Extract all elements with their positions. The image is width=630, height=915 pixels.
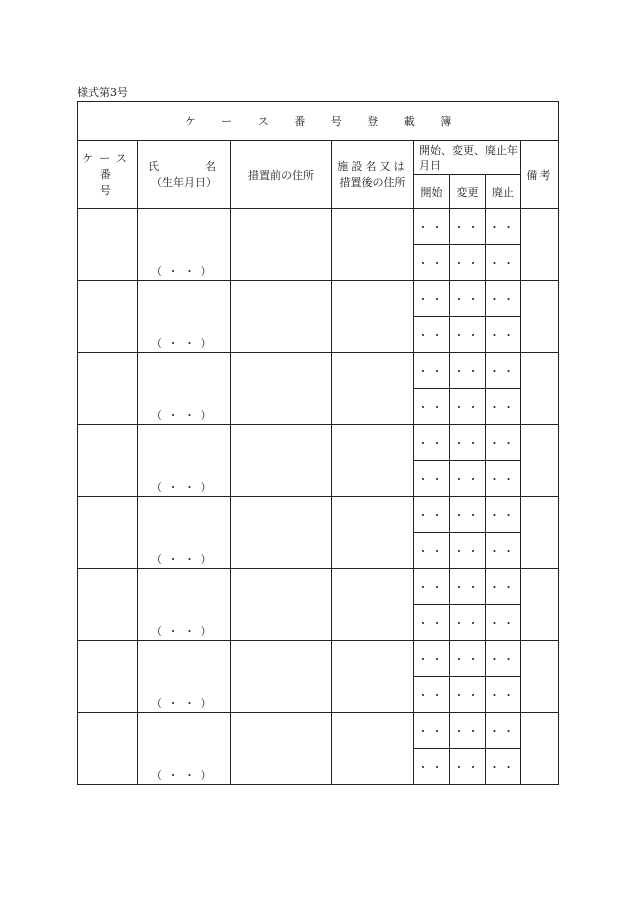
- start-date-cell[interactable]: ・・: [414, 569, 450, 605]
- end-date-cell[interactable]: ・・: [486, 713, 521, 749]
- facility-address-cell[interactable]: [332, 641, 414, 713]
- start-date-cell[interactable]: ・・: [414, 389, 450, 425]
- table-row: [78, 281, 559, 317]
- birthdate-placeholder: （・・）: [151, 769, 217, 782]
- start-date-cell[interactable]: ・・: [414, 497, 450, 533]
- end-date-cell[interactable]: ・・: [486, 605, 521, 641]
- header-case-number: ケース 番号: [78, 141, 138, 209]
- case-number-cell[interactable]: [78, 425, 138, 497]
- name-birthdate-cell[interactable]: [138, 425, 231, 497]
- change-date-cell[interactable]: ・・: [450, 713, 486, 749]
- end-date-cell[interactable]: ・・: [486, 533, 521, 569]
- case-number-cell[interactable]: [78, 569, 138, 641]
- change-date-cell[interactable]: ・・: [450, 353, 486, 389]
- start-date-cell[interactable]: ・・: [414, 281, 450, 317]
- change-date-cell[interactable]: ・・: [450, 641, 486, 677]
- start-date-cell[interactable]: ・・: [414, 533, 450, 569]
- header-end: 廃止: [486, 175, 521, 209]
- header-name-birthdate: 氏 名 （生年月日）: [138, 141, 231, 209]
- start-date-cell[interactable]: ・・: [414, 353, 450, 389]
- change-date-cell[interactable]: ・・: [450, 677, 486, 713]
- facility-address-cell[interactable]: [332, 281, 414, 353]
- facility-address-cell[interactable]: [332, 425, 414, 497]
- end-date-cell[interactable]: ・・: [486, 245, 521, 281]
- end-date-cell[interactable]: ・・: [486, 317, 521, 353]
- header-start: 開始: [414, 175, 450, 209]
- previous-address-cell[interactable]: [231, 569, 332, 641]
- facility-address-cell[interactable]: [332, 353, 414, 425]
- notes-cell[interactable]: [521, 209, 559, 281]
- change-date-cell[interactable]: ・・: [450, 317, 486, 353]
- start-date-cell[interactable]: ・・: [414, 317, 450, 353]
- start-date-cell[interactable]: ・・: [414, 713, 450, 749]
- start-date-cell[interactable]: ・・: [414, 641, 450, 677]
- start-date-cell[interactable]: ・・: [414, 605, 450, 641]
- change-date-cell[interactable]: ・・: [450, 749, 486, 785]
- name-birthdate-cell[interactable]: [138, 209, 231, 281]
- case-number-cell[interactable]: [78, 641, 138, 713]
- change-date-cell[interactable]: ・・: [450, 389, 486, 425]
- previous-address-cell[interactable]: [231, 425, 332, 497]
- previous-address-cell[interactable]: [231, 281, 332, 353]
- table-row: [78, 569, 559, 605]
- notes-cell[interactable]: [521, 569, 559, 641]
- facility-address-cell[interactable]: [332, 569, 414, 641]
- previous-address-cell[interactable]: [231, 497, 332, 569]
- table-row: [78, 713, 559, 749]
- previous-address-cell[interactable]: [231, 713, 332, 785]
- birthdate-placeholder: （・・）: [151, 265, 217, 278]
- header-facility-name: 施設名又は 措置後の住所: [332, 141, 414, 209]
- birthdate-placeholder: （・・）: [151, 625, 217, 638]
- change-date-cell[interactable]: ・・: [450, 461, 486, 497]
- end-date-cell[interactable]: ・・: [486, 641, 521, 677]
- end-date-cell[interactable]: ・・: [486, 677, 521, 713]
- header-period-dates: 開始、変更、廃止年月日: [414, 141, 521, 175]
- end-date-cell[interactable]: ・・: [486, 749, 521, 785]
- change-date-cell[interactable]: ・・: [450, 497, 486, 533]
- change-date-cell[interactable]: ・・: [450, 209, 486, 245]
- start-date-cell[interactable]: ・・: [414, 209, 450, 245]
- name-birthdate-cell[interactable]: [138, 713, 231, 785]
- end-date-cell[interactable]: ・・: [486, 497, 521, 533]
- notes-cell[interactable]: [521, 425, 559, 497]
- table-row: [78, 209, 559, 245]
- form-number-label: 様式第3号: [77, 86, 128, 99]
- change-date-cell[interactable]: ・・: [450, 245, 486, 281]
- case-number-cell[interactable]: [78, 209, 138, 281]
- header-notes: 備考: [521, 141, 559, 209]
- name-birthdate-cell[interactable]: [138, 497, 231, 569]
- facility-address-cell[interactable]: [332, 497, 414, 569]
- case-number-cell[interactable]: [78, 281, 138, 353]
- case-number-cell[interactable]: [78, 353, 138, 425]
- start-date-cell[interactable]: ・・: [414, 245, 450, 281]
- name-birthdate-cell[interactable]: [138, 281, 231, 353]
- end-date-cell[interactable]: ・・: [486, 209, 521, 245]
- header-change: 変更: [450, 175, 486, 209]
- end-date-cell[interactable]: ・・: [486, 389, 521, 425]
- table-row: [78, 353, 559, 389]
- facility-address-cell[interactable]: [332, 713, 414, 785]
- name-birthdate-cell[interactable]: [138, 353, 231, 425]
- notes-cell[interactable]: [521, 281, 559, 353]
- change-date-cell[interactable]: ・・: [450, 281, 486, 317]
- table-row: [78, 641, 559, 677]
- register-title: ケ ー ス 番 号 登 載 簿: [78, 102, 559, 141]
- end-date-cell[interactable]: ・・: [486, 353, 521, 389]
- case-number-cell[interactable]: [78, 713, 138, 785]
- notes-cell[interactable]: [521, 497, 559, 569]
- change-date-cell[interactable]: ・・: [450, 425, 486, 461]
- birthdate-placeholder: （・・）: [151, 553, 217, 566]
- start-date-cell[interactable]: ・・: [414, 425, 450, 461]
- change-date-cell[interactable]: ・・: [450, 569, 486, 605]
- header-previous-address: 措置前の住所: [231, 141, 332, 209]
- table-row: [78, 425, 559, 461]
- previous-address-cell[interactable]: [231, 641, 332, 713]
- start-date-cell[interactable]: ・・: [414, 677, 450, 713]
- birthdate-placeholder: （・・）: [151, 697, 217, 710]
- end-date-cell[interactable]: ・・: [486, 425, 521, 461]
- case-number-cell[interactable]: [78, 497, 138, 569]
- case-number-register-table: [77, 101, 559, 785]
- previous-address-cell[interactable]: [231, 353, 332, 425]
- birthdate-placeholder: （・・）: [151, 409, 217, 422]
- end-date-cell[interactable]: ・・: [486, 281, 521, 317]
- start-date-cell[interactable]: ・・: [414, 461, 450, 497]
- name-birthdate-cell[interactable]: [138, 641, 231, 713]
- name-birthdate-cell[interactable]: [138, 569, 231, 641]
- end-date-cell[interactable]: ・・: [486, 569, 521, 605]
- start-date-cell[interactable]: ・・: [414, 749, 450, 785]
- table-row: [78, 497, 559, 533]
- change-date-cell[interactable]: ・・: [450, 533, 486, 569]
- change-date-cell[interactable]: ・・: [450, 605, 486, 641]
- end-date-cell[interactable]: ・・: [486, 461, 521, 497]
- notes-cell[interactable]: [521, 713, 559, 785]
- previous-address-cell[interactable]: [231, 209, 332, 281]
- birthdate-placeholder: （・・）: [151, 337, 217, 350]
- notes-cell[interactable]: [521, 353, 559, 425]
- facility-address-cell[interactable]: [332, 209, 414, 281]
- notes-cell[interactable]: [521, 641, 559, 713]
- birthdate-placeholder: （・・）: [151, 481, 217, 494]
